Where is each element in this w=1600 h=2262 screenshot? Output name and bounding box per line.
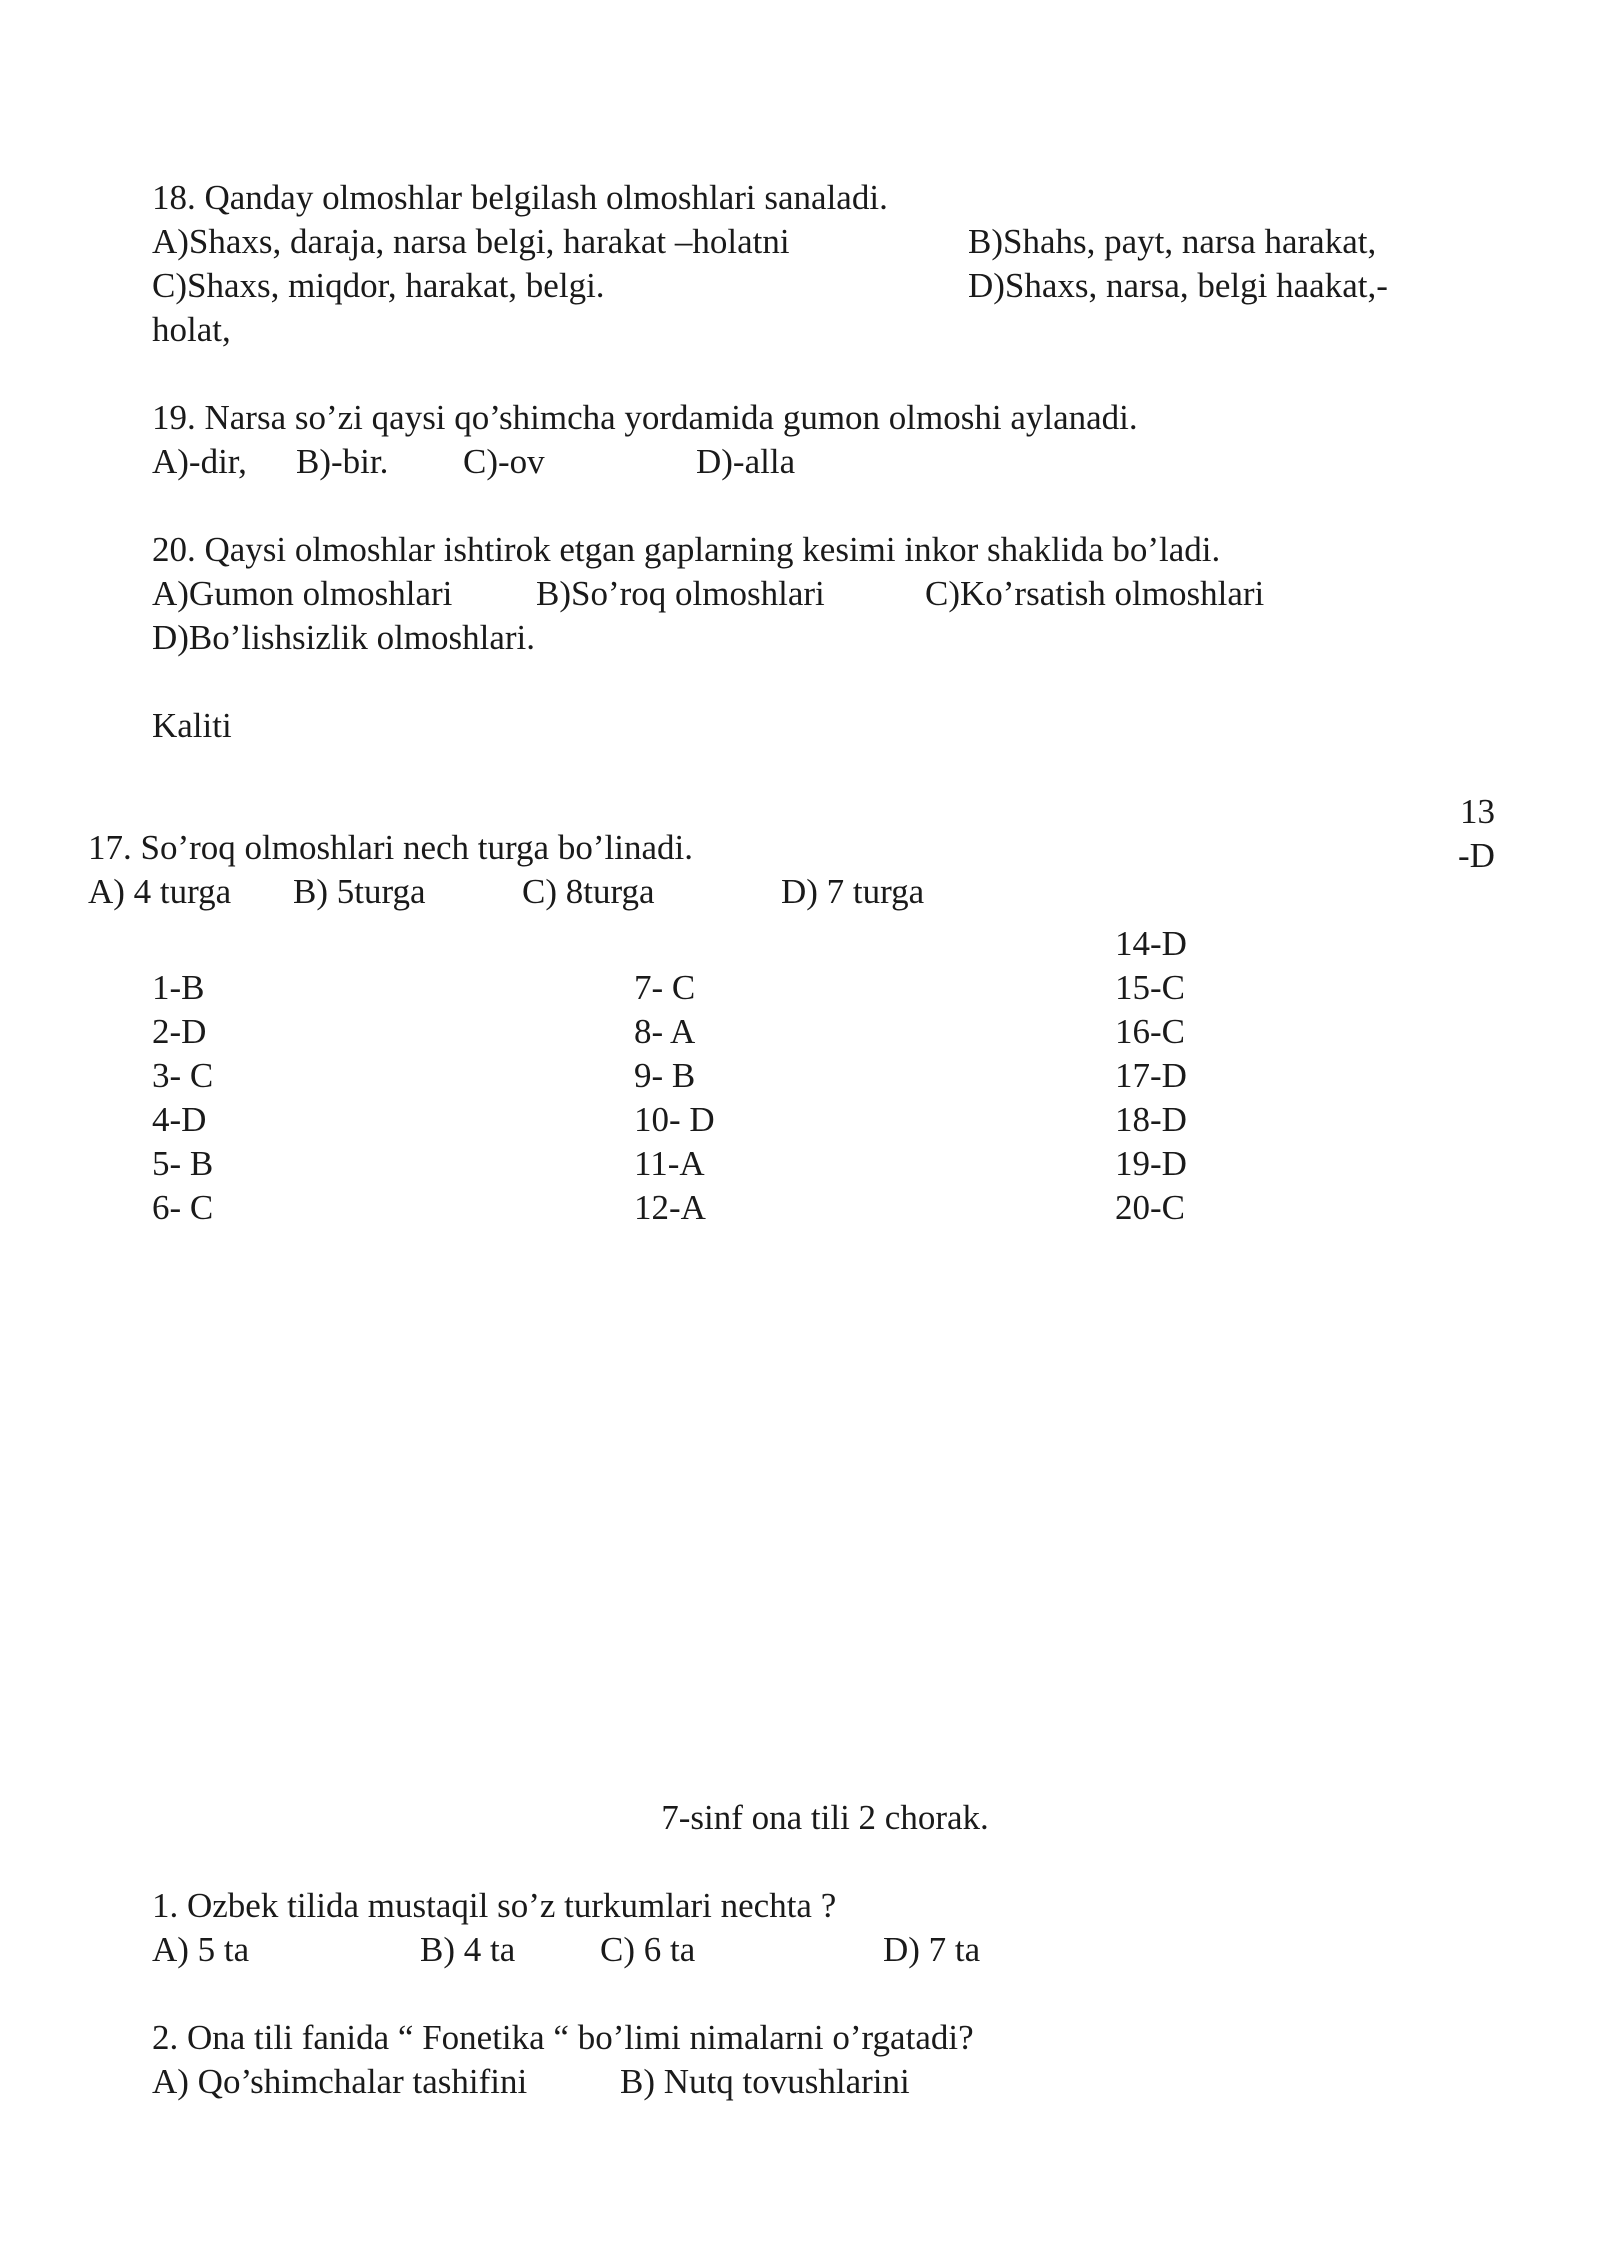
question-18-option-d-continued: holat,	[152, 310, 231, 349]
question-19-option-b: B)-bir.	[296, 442, 389, 481]
new-question-1-text: 1. Ozbek tilida mustaqil so’z turkumlari nechta ?	[152, 1886, 837, 1925]
question-17-option-a: A) 4 turga	[88, 872, 232, 911]
question-19-option-c: C)-ov	[463, 442, 545, 481]
question-18-option-a: A)Shaxs, daraja, narsa belgi, harakat –holatni	[152, 222, 790, 261]
answer-key-item: 5- B	[152, 1144, 214, 1183]
new-question-1-option-b: B) 4 ta	[420, 1930, 516, 1969]
question-20-option-a: A)Gumon olmoshlari	[152, 574, 453, 613]
answer-key-item: 4-D	[152, 1100, 207, 1139]
new-question-1-option-c: C) 6 ta	[600, 1930, 696, 1969]
question-19-option-d: D)-alla	[696, 442, 796, 481]
answer-key-item: 19-D	[1115, 1144, 1187, 1183]
question-18-text: 18. Qanday olmoshlar belgilash olmoshlari sanaladi.	[152, 178, 888, 217]
question-19-text: 19. Narsa so’zi qaysi qo’shimcha yordamida gumon olmoshi aylanadi.	[152, 398, 1138, 437]
question-17-option-d: D) 7 turga	[781, 872, 925, 911]
answer-key-item: 11-A	[634, 1144, 705, 1183]
answer-key-column-2	[634, 966, 715, 1230]
new-question-2-text: 2. Ona tili fanida “ Fonetika “ bo’limi nimalarni o’rgatadi?	[152, 2018, 974, 2057]
answer-key-item: 10- D	[634, 1100, 715, 1139]
answer-key-column-1	[152, 966, 213, 1230]
answer-key-13-answer: -D	[1458, 836, 1495, 875]
answer-key-item: 6- C	[152, 1188, 214, 1227]
question-18-option-d: D)Shaxs, narsa, belgi haakat,-	[968, 266, 1388, 305]
answer-key-item: 16-C	[1115, 1012, 1185, 1051]
question-20-option-b: B)So’roq olmoshlari	[536, 574, 825, 613]
answer-key-item: 8- A	[634, 1012, 696, 1051]
answer-key-item: 9- B	[634, 1056, 696, 1095]
answer-key-item: 15-C	[1115, 968, 1185, 1007]
new-question-1-option-a: A) 5 ta	[152, 1930, 250, 1969]
section-title: 7-sinf ona tili 2 chorak.	[661, 1798, 989, 1837]
question-17-option-b: B) 5turga	[293, 872, 426, 911]
answer-key-item: 17-D	[1115, 1056, 1187, 1095]
answer-key-item: 2-D	[152, 1012, 207, 1051]
answer-key-13-number: 13	[1460, 792, 1495, 831]
question-20-option-d: D)Bo’lishsizlik olmoshlari.	[152, 618, 536, 657]
question-17-option-c: C) 8turga	[522, 872, 655, 911]
answer-key-title: Kaliti	[152, 706, 232, 745]
question-17-text: 17. So’roq olmoshlari nech turga bo’linadi.	[88, 828, 693, 867]
answer-key-item: 3- C	[152, 1056, 214, 1095]
new-question-1-option-d: D) 7 ta	[883, 1930, 981, 1969]
answer-key-item: 20-C	[1115, 1188, 1185, 1227]
answer-key-item: 7- C	[634, 968, 696, 1007]
new-question-2-option-b: B) Nutq tovushlarini	[620, 2062, 910, 2101]
question-20-text: 20. Qaysi olmoshlar ishtirok etgan gaplarning kesimi inkor shaklida bo’ladi.	[152, 530, 1221, 569]
answer-key-item: 14-D	[1115, 924, 1187, 963]
answer-key-item: 18-D	[1115, 1100, 1187, 1139]
question-18-option-c: C)Shaxs, miqdor, harakat, belgi.	[152, 266, 605, 305]
question-19-option-a: A)-dir,	[152, 442, 247, 481]
answer-key-column-3	[1115, 922, 1187, 1230]
answer-key-item: 1-B	[152, 968, 205, 1007]
new-question-2-option-a: A) Qo’shimchalar tashifini	[152, 2062, 528, 2101]
question-18-option-b: B)Shahs, payt, narsa harakat,	[968, 222, 1377, 261]
question-20-option-c: C)Ko’rsatish olmoshlari	[925, 574, 1265, 613]
answer-key-item: 12-A	[634, 1188, 706, 1227]
